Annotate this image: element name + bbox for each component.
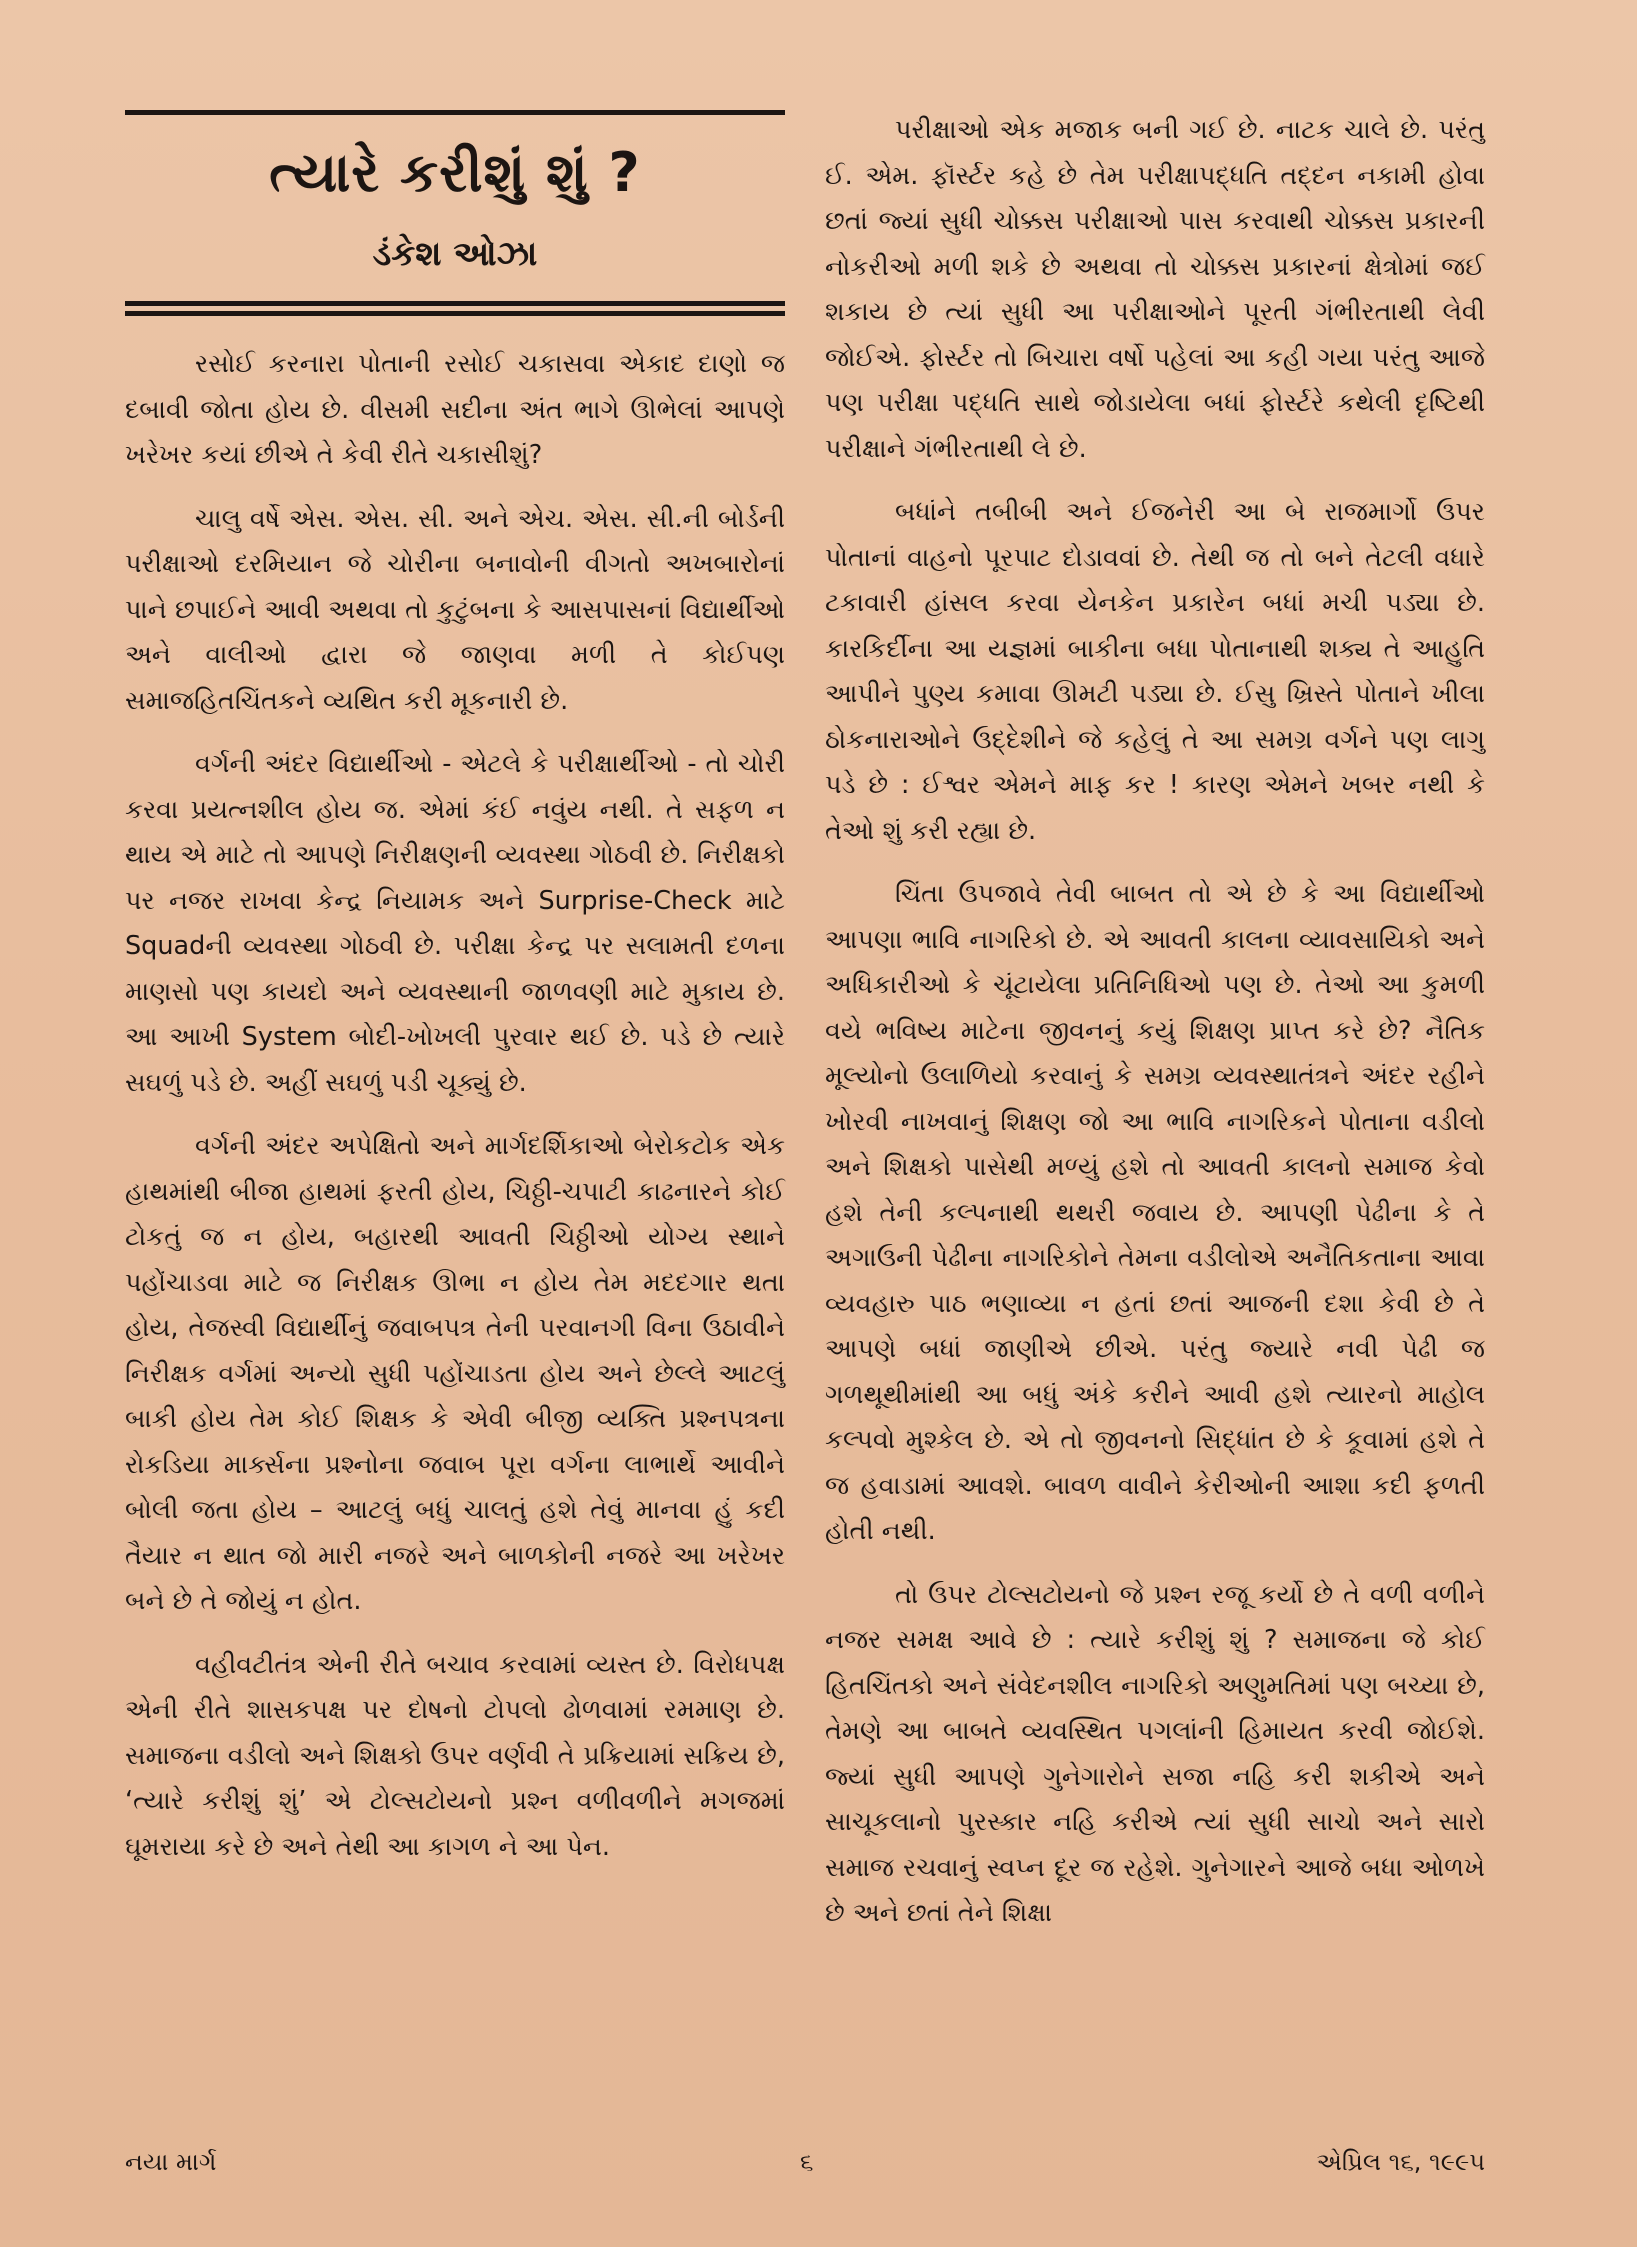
publication-name: નયા માર્ગ: [125, 2148, 217, 2176]
paragraph: ચાલુ વર્ષે એસ. એસ. સી. અને એચ. એસ. સી.ની બોર્ડની પરીક્ષાઓ દરમિયાન જે ચોરીના બનાવોની વીગતો અખબારોનાં પાને છપાઈને આવી અથવા તો કુટુંબના કે આસપાસનાં વિદ્યાર્થીઓ અને વાલીઓ દ્વારા જે જાણવા મળી તે કોઈપણ સમાજહિતચિંતકને વ્યથિત કરી મૂકનારી છે.: [125, 503, 785, 716]
article-author: ડંકેશ ઓઝા: [372, 234, 538, 274]
paragraph: તો ઉપર ટોલ્સટોયનો જે પ્રશ્ન રજૂ કર્યો છે તે વળી વળીને નજર સમક્ષ આવે છે : ત્યારે કરીશું શું ? સમાજના જે કોઈ હિતચિંતકો અને સંવેદનશીલ નાગરિકો અણુમતિમાં પણ બચ્યા છે, તેમણે આ બાબતે વ્યવસ્થિત પગલાંની હિમાયત કરવી જોઈશે. જ્યાં સુધી આપણે ગુનેગારોને સજા નહિ કરી શકીએ અને સાચૂકલાનો પુરસ્કાર નહિ કરીએ ત્યાં સુધી સાચો અને સારો સમાજ રચવાનું સ્વપ્ન દૂર જ રહેશે. ગુનેગારને આજે બધા ઓળખે છે અને છતાં તેને શિક્ષા: [825, 1579, 1485, 1928]
page-footer: [125, 2148, 1485, 2188]
title-double-rule: [125, 301, 785, 316]
paragraph: બધાંને તબીબી અને ઈજનેરી આ બે રાજમાર્ગો ઉપર પોતાનાં વાહનો પૂરપાટ દોડાવવાં છે. તેથી જ તો બને તેટલી વધારે ટકાવારી હાંસલ કરવા યેનકેન પ્રકારેન બધાં મચી પડ્યા છે. કારકિર્દીના આ યજ્ઞમાં બાકીના બધા પોતાનાથી શક્ય તે આહુતિ આપીને પુણ્ય કમાવા ઊમટી પડ્યા છે. ઈસુ ખ્રિસ્તે પોતાને ખીલા ઠોકનારાઓને ઉદ્દેશીને જે કહેલું તે આ સમગ્ર વર્ગને પણ લાગુ પડે છે : ઈશ્વર એમને માફ કર ! કારણ એમને ખબર નથી કે તેઓ શું કરી રહ્યા છે.: [825, 497, 1485, 846]
paragraph: પરીક્ષાઓ એક મજાક બની ગઈ છે. નાટક ચાલે છે. પરંતુ ઈ. એમ. ફૉર્સ્ટર કહે છે તેમ પરીક્ષાપદ્ધતિ તદ્દન નકામી હોવા છતાં જ્યાં સુધી ચોક્કસ પરીક્ષાઓ પાસ કરવાથી ચોક્કસ પ્રકારની નોકરીઓ મળી શકે છે અથવા તો ચોક્કસ પ્રકારનાં ક્ષેત્રોમાં જઈ શકાય છે ત્યાં સુધી આ પરીક્ષાઓને પૂરતી ગંભીરતાથી લેવી જોઈએ. ફોર્સ્ટર તો બિચારા વર્ષો પહેલાં આ કહી ગયા પરંતુ આજે પણ પરીક્ષા પદ્ધતિ સાથે જોડાયેલા બધાં ફોર્સ્ટરે કથેલી દૃષ્ટિથી પરીક્ષાને ગંભીરતાથી લે છે.: [825, 115, 1485, 464]
paragraph: વર્ગની અંદર વિદ્યાર્થીઓ - એટલે કે પરીક્ષાર્થીઓ - તો ચોરી કરવા પ્રયત્નશીલ હોય જ. એમાં કંઈ નવુંય નથી. તે સફળ ન થાય એ માટે તો આપણે નિરીક્ષણની વ્યવસ્થા ગોઠવી છે. નિરીક્ષકો પર નજર રાખવા કેન્દ્ર નિયામક અને Surprise-Check માટે Squadની વ્યવસ્થા ગોઠવી છે. પરીક્ષા કેન્દ્ર પર સલામતી દળના માણસો પણ કાયદો અને વ્યવસ્થાની જાળવણી માટે મુકાય છે. આ આખી System બોદી-ખોખલી પુરવાર થઈ છે. પડે છે ત્યારે સઘળું પડે છે. અહીં સઘળું પડી ચૂક્યું છે.: [125, 749, 785, 1098]
article-title: ત્યારે કરીશું શું ?: [269, 141, 641, 204]
right-column: [825, 108, 1485, 1955]
left-column: [125, 110, 785, 1888]
paragraph: વર્ગની અંદર અપેક્ષિતો અને માર્ગદર્શિકાઓ બેરોકટોક એક હાથમાંથી બીજા હાથમાં ફરતી હોય, ચિઠ્ઠી-ચપાટી કાઢનારને કોઈ ટોકતું જ ન હોય, બહારથી આવતી ચિઠ્ઠીઓ યોગ્ય સ્થાને પહોંચાડવા માટે જ નિરીક્ષક ઊભા ન હોય તેમ મદદગાર થતા હોય, તેજસ્વી વિદ્યાર્થીનું જવાબપત્ર તેની પરવાનગી વિના ઉઠાવીને નિરીક્ષક વર્ગમાં અન્યો સુધી પહોંચાડતા હોય અને છેલ્લે આટલું બાકી હોય તેમ કોઈ શિક્ષક કે એવી બીજી વ્યક્તિ પ્રશ્નપત્રના રોકડિયા માર્ક્સના પ્રશ્નોના જવાબ પૂરા વર્ગના લાભાર્થે આવીને બોલી જતા હોય – આટલું બધું ચાલતું હશે તેવું માનવા હું કદી તૈયાર ન થાત જો મારી નજરે અને બાળકોની નજરે આ ખરેખર બને છે તે જોયું ન હોત.: [125, 1131, 785, 1616]
paragraph: રસોઈ કરનારા પોતાની રસોઈ ચકાસવા એકાદ દાણો જ દબાવી જોતા હોય છે. વીસમી સદીના અંત ભાગે ઊભેલાં આપણે ખરેખર કયાં છીએ તે કેવી રીતે ચકાસીશું?: [125, 349, 785, 470]
top-rule: [125, 110, 785, 115]
issue-date: એપ્રિલ ૧૬, ૧૯૯૫: [1316, 2148, 1485, 2176]
paragraph: વહીવટીતંત્ર એની રીતે બચાવ કરવામાં વ્યસ્ત છે. વિરોધપક્ષ એની રીતે શાસકપક્ષ પર દોષનો ટોપલો ઢોળવામાં રમમાણ છે. સમાજના વડીલો અને શિક્ષકો ઉપર વર્ણવી તે પ્રક્રિયામાં સક્રિય છે, ‘ત્યારે કરીશું શું’ એ ટોલ્સટોયનો પ્રશ્ન વળીવળીને મગજમાં ઘૂમરાયા કરે છે અને તેથી આ કાગળ ને આ પેન.: [125, 1649, 785, 1862]
page-number: ૬: [800, 2148, 814, 2176]
paragraph: ચિંતા ઉપજાવે તેવી બાબત તો એ છે કે આ વિદ્યાર્થીઓ આપણા ભાવિ નાગરિકો છે. એ આવતી કાલના વ્યાવસાયિકો અને અધિકારીઓ કે ચૂંટાયેલા પ્રતિનિધિઓ પણ છે. તેઓ આ કુમળી વયે ભવિષ્ય માટેના જીવનનું કયું શિક્ષણ પ્રાપ્ત કરે છે? નૈતિક મૂલ્યોનો ઉલાળિયો કરવાનું કે સમગ્ર વ્યવસ્થાતંત્રને અંદર રહીને ખોરવી નાખવાનું શિક્ષણ જો આ ભાવિ નાગરિકને પોતાના વડીલો અને શિક્ષકો પાસેથી મળ્યું હશે તો આવતી કાલનો સમાજ કેવો હશે તેની કલ્પનાથી થથરી જવાય છે. આપણી પેઢીના કે તે અગાઉની પેઢીના નાગરિકોને તેમના વડીલોએ અનૈતિકતાના આવા વ્યવહારુ પાઠ ભણાવ્યા ન હતાં છતાં આજની દશા કેવી છે તે આપણે બધાં જાણીએ છીએ. પરંતુ જ્યારે નવી પેઢી જ ગળથૂથીમાંથી આ બધું અંકે કરીને આવી હશે ત્યારનો માહોલ કલ્પવો મુશ્કેલ છે. એ તો જીવનનો સિદ્ધાંત છે કે કૂવામાં હશે તે જ હવાડામાં આવશે. બાવળ વાવીને કેરીઓની આશા કદી ફળતી હોતી નથી.: [825, 879, 1485, 1546]
